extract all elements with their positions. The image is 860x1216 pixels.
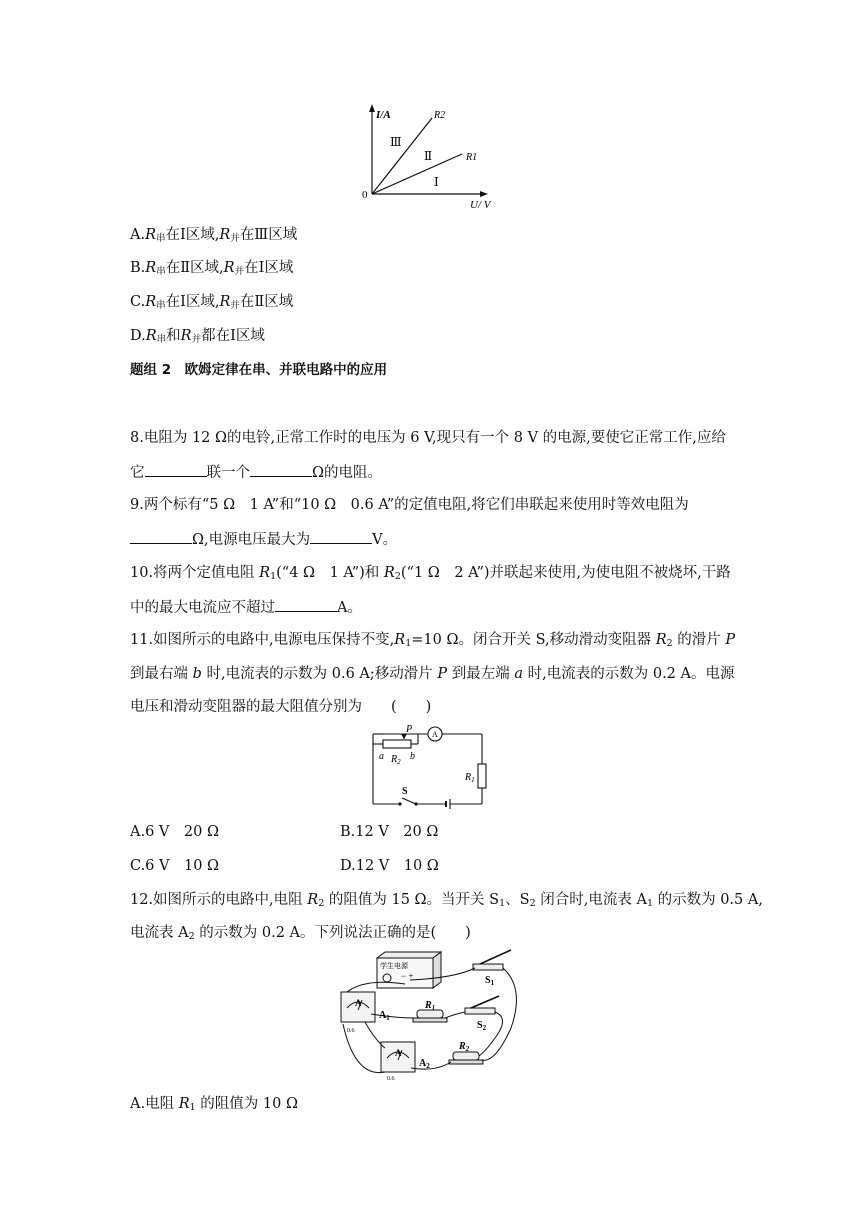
switch-contact: [414, 802, 417, 805]
label-s: S: [402, 786, 408, 797]
region-2-label: Ⅱ: [424, 149, 433, 163]
x-axis-label: U/ V: [470, 199, 491, 211]
power-box-side: [433, 952, 441, 988]
line-r2: [372, 118, 432, 194]
label-a2: $A_2$: [419, 1058, 430, 1070]
q8-line-1: 8.电阻为 12 Ω的电铃,正常工作时的电压为 6 V,现只有一个 8 V 的电源,要使它正常工作,应给: [130, 430, 726, 446]
origin-label: 0: [362, 189, 368, 201]
wire-r1-s2: [445, 1012, 465, 1018]
q11-option-c: C.6 V 10 Ω: [130, 858, 220, 874]
resistor-r2-base: [449, 1060, 483, 1064]
switch-s: [402, 798, 416, 804]
label-r2: $R_2$: [391, 754, 401, 766]
wire-a1-r1: [371, 1014, 415, 1018]
label-p: P: [406, 724, 413, 735]
x-axis-arrow: [480, 191, 488, 197]
label-s1: $S_1$: [485, 975, 495, 987]
q11-option-a: A.6 V 20 Ω: [130, 824, 219, 840]
label-s2: $S_2$: [477, 1020, 487, 1032]
circuit-illustration-q12: [335, 948, 530, 1084]
q7-option-a: $A.R_串$在Ⅰ区域$,R_并$在Ⅲ区域: [130, 227, 298, 244]
q9-blank-1[interactable]: [130, 529, 192, 544]
circuit-diagram-q11: [370, 722, 495, 812]
q11-line-1: 11.如图所示的电路中,电源电压保持不变$,R_1=10$ Ω。闭合开关 S,移动滑动变阻器 $R_2$ 的滑片 P: [130, 632, 736, 649]
label-a1: $A_1$: [379, 1010, 390, 1022]
a1-dial-label: A: [355, 998, 362, 1008]
resistor-r1: [478, 764, 486, 788]
resistor-r1-body: [417, 1010, 443, 1018]
q7-option-b: $B.R_串$在Ⅱ区域$,R_并$在Ⅰ区域: [130, 260, 294, 277]
a2-dial-label: A: [395, 1048, 402, 1058]
q10-line-2: 中的最大电流应不超过 A。: [130, 597, 362, 618]
q9-line-2: Ω,电源电压最大为 V。: [130, 529, 397, 550]
r2-label: R2: [434, 110, 446, 121]
r1-label: R1: [466, 152, 478, 163]
q12-option-a: A.电阻 $R_1$ 的阻值为 10 Ω: [130, 1096, 298, 1113]
q12-line-1: 12.如图所示的电路中,电阻 $R_2$ 的阻值为 15 Ω。当开关 $S_1$、$S_2$ 闭合时,电流表 $A_1$ 的示数为 0.5 A,: [130, 892, 763, 909]
q10-line-1: 10.将两个定值电阻 $R_1(“4$ Ω 1 A”)和 $R_2(“1$ Ω 2 A”)并联起来使用,为使电阻不被烧坏,干路: [130, 565, 731, 582]
label-r1: $R_1$: [465, 772, 475, 784]
y-axis-arrow: [369, 104, 375, 112]
region-3-label: Ⅲ: [390, 135, 402, 149]
q11-line-3: 电压和滑动变阻器的最大阻值分别为 ( ): [130, 699, 432, 715]
label-b: b: [410, 751, 415, 762]
a2-scale: 0.6: [387, 1076, 395, 1082]
power-box-top: [377, 952, 441, 958]
line-r1: [372, 154, 462, 194]
iu-graph: [350, 98, 510, 216]
label-r2: $R_2$: [459, 1041, 470, 1053]
resistor-r1-base: [413, 1018, 447, 1022]
q9-blank-2[interactable]: [310, 529, 372, 544]
q10-blank[interactable]: [275, 597, 337, 612]
q12-line-2: 电流表 $A_2$ 的示数为 0.2 A。下列说法正确的是( ): [130, 925, 471, 942]
q11-option-d: D.12 V 10 Ω: [340, 858, 439, 874]
q8-blank-1[interactable]: [145, 462, 207, 477]
section-title: 题组 2 欧姆定律在串、并联电路中的应用: [130, 362, 388, 378]
q8-blank-2[interactable]: [250, 462, 312, 477]
q7-option-d: $D.R_串$和$R_并$都在Ⅰ区域: [130, 328, 265, 345]
label-ammeter: A: [432, 730, 438, 739]
resistor-r2-body: [453, 1052, 479, 1060]
q11-line-2: 到最右端 b 时,电流表的示数为 0.6 A;移动滑片 P 到最左端 a 时,电流表的示数为 0.2 A。电源: [130, 666, 735, 682]
switch-s1-blade: [480, 950, 511, 964]
switch-s2-blade: [471, 996, 499, 1008]
power-label: 学生电源: [380, 962, 408, 970]
switch-pivot: [398, 802, 401, 805]
q11-option-b: B.12 V 20 Ω: [340, 824, 439, 840]
a1-scale: 0.6: [347, 1028, 355, 1034]
y-axis-label: I/A: [376, 109, 391, 121]
q9-line-1: 9.两个标有“5 Ω 1 A”和“10 Ω 0.6 A”的定值电阻,将它们串联起来使用时等效电阻为: [130, 497, 689, 513]
q8-line-2: 它 联一个 Ω的电阻。: [130, 462, 382, 483]
power-terminals: − +: [401, 971, 414, 981]
rheostat-r2: [383, 740, 411, 748]
label-r1: $R_1$: [425, 1000, 436, 1012]
switch-s2-base: [465, 1008, 495, 1014]
switch-s1-base: [473, 964, 503, 970]
region-1-label: Ⅰ: [434, 175, 439, 189]
wire-a2-r2: [411, 1062, 451, 1069]
label-a: a: [379, 751, 384, 762]
q7-option-c: $C.R_串$在Ⅰ区域$,R_并$在Ⅱ区域: [130, 294, 294, 311]
